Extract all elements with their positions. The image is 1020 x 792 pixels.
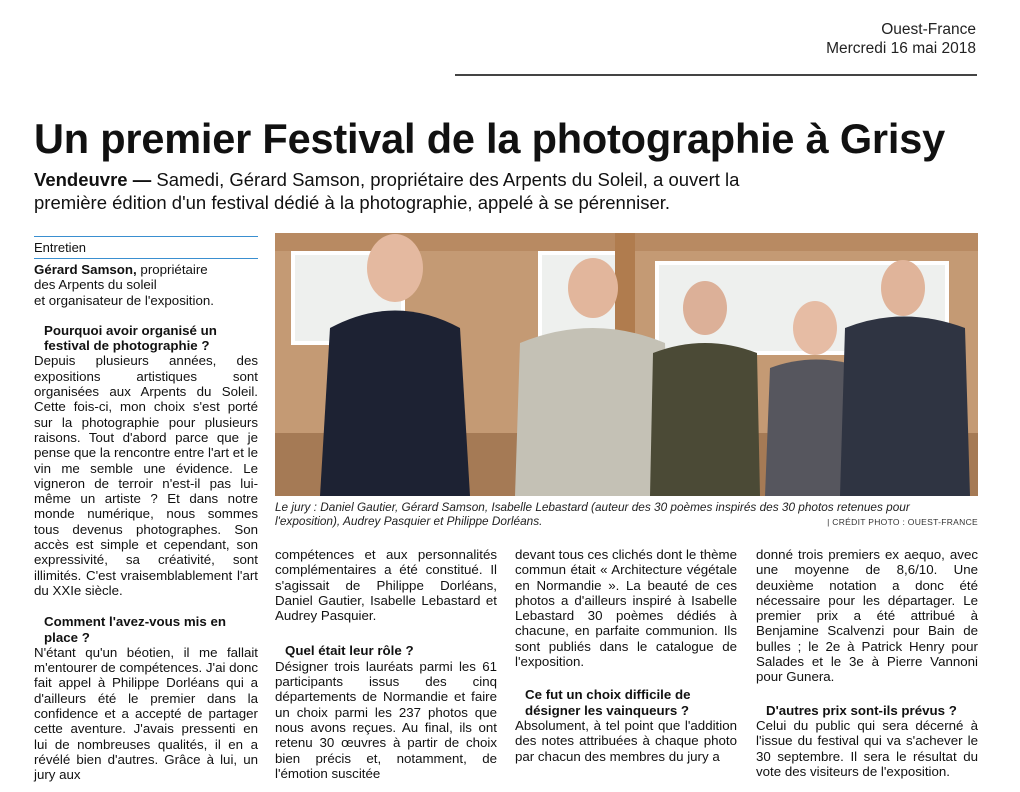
- answer: N'étant qu'un béotien, il me fallait m'entourer de compétences. J'ai donc fait appel à Philippe Dorléans qui a d'ailleurs été le premier dans la confidence et a accepté de partager cette aventure. J'avais pressenti en lui de nombreuses qualités, il en a révélé bien d'autres. Grâce à lui, un jury aux: [34, 644, 258, 783]
- column-2: [275, 547, 497, 781]
- answer-continued: donné trois premiers ex aequo, avec une moyenne de 8,6/10. Une deuxième notation a donc été nécessaire pour les départager. Le premier prix a été attribué à Benjamine Scalvenzi pour Bain de bulles ; le 2e à Patrick Henry pour Salades et le 3e à Pierre Vannoni pour Gunera.: [756, 547, 978, 685]
- question: Comment l'avez-vous mis en place ?: [44, 614, 226, 645]
- headline: Un premier Festival de la photographie à Grisy: [34, 115, 945, 162]
- section-label: Entretien: [34, 240, 87, 255]
- chapo-text: Samedi, Gérard Samson, propriétaire des Arpents du Soleil, a ouvert la première édition d'un festival dédié à la photographie, appelé à se pérenniser.: [34, 169, 740, 213]
- answer: Désigner trois lauréats parmi les 61 participants issus des cinq départements de Normandie et faire un choix parmi les 237 photos que nous avons reçues. Au final, ils ont retenu 30 œuvres à partir de choix bien précis et, notamment, de l'émotion suscitée: [275, 658, 497, 781]
- masthead: [826, 20, 976, 58]
- answer: Absolument, à tel point que l'addition des notes attribuées à chaque photo par chacun des membres du jury a: [515, 717, 737, 764]
- column-3: [515, 547, 737, 764]
- column-4: [756, 547, 978, 779]
- newspaper-name: Ouest-France: [881, 21, 976, 38]
- publication-date: Mercredi 16 mai 2018: [826, 40, 976, 57]
- question: Pourquoi avoir organisé un festival de photographie ?: [44, 322, 217, 354]
- chapo: [34, 168, 764, 214]
- header-rule: [455, 74, 977, 76]
- interviewee-intro: [34, 262, 258, 308]
- interviewee-role-3: et organisateur de l'exposition.: [34, 292, 214, 308]
- photo-credit: | CRÉDIT PHOTO : OUEST-FRANCE: [827, 517, 978, 527]
- interviewee-role-1: propriétaire: [136, 262, 208, 277]
- answer: Celui du public qui sera décerné à l'issue du festival qui va s'achever le 30 septembre. Il sera le résultat du vote des visiteurs de l'exposition.: [756, 717, 978, 779]
- interview-sidebar: [34, 236, 258, 263]
- question: D'autres prix sont-ils prévus ?: [766, 702, 957, 718]
- answer-continued: compétences et aux personnalités complémentaires a été constitué. Il s'agissait de Philippe Dorléans, Daniel Gautier, Isabelle Lebastard et Audrey Pasquier.: [275, 547, 497, 624]
- question: Ce fut un choix difficile de désigner les vainqueurs ?: [525, 687, 691, 718]
- dateline-location: Vendeuvre —: [34, 169, 152, 190]
- answer-continued: devant tous ces clichés dont le thème commun était « Architecture végétale en Normandie ». La beauté de ces photos a d'ailleurs inspiré à Isabelle Lebastard 30 poèmes dédiés à chacune, en parfaite communion. Ils sont publiés dans le catalogue de l'exposition.: [515, 547, 737, 670]
- interviewee-role-2: des Arpents du soleil: [34, 277, 157, 293]
- photo-caption: Le jury : Daniel Gautier, Gérard Samson, Isabelle Lebastard (auteur des 30 poèmes inspirés des 30 photos retenues pour l'exposition), Audrey Pasquier et Philippe Dorléans.: [275, 500, 910, 528]
- column-1: [34, 262, 258, 783]
- sidebar-rule-bottom: [34, 258, 258, 259]
- jury-photo: [275, 233, 978, 496]
- interviewee-name: Gérard Samson,: [34, 262, 137, 277]
- answer: Depuis plusieurs années, des expositions artistiques sont organisées aux Arpents du Soleil. Cette fois-ci, mon choix s'est porté sur la photographie pour plusieurs raisons. Tout d'abord parce que je pense que la rencontre entre l'art et le vin me semble une évidence. Le vigneron de terroir n'est-il pas lui-même un artiste ? Et dans notre monde numérique, nous sommes tous devenus photographes. Son accès est simple et cependant, son expressivité, sa créativité, sont illimités. C'est vraisemblablement l'art du XXIe siècle.: [34, 353, 258, 598]
- question: Quel était leur rôle ?: [285, 643, 414, 659]
